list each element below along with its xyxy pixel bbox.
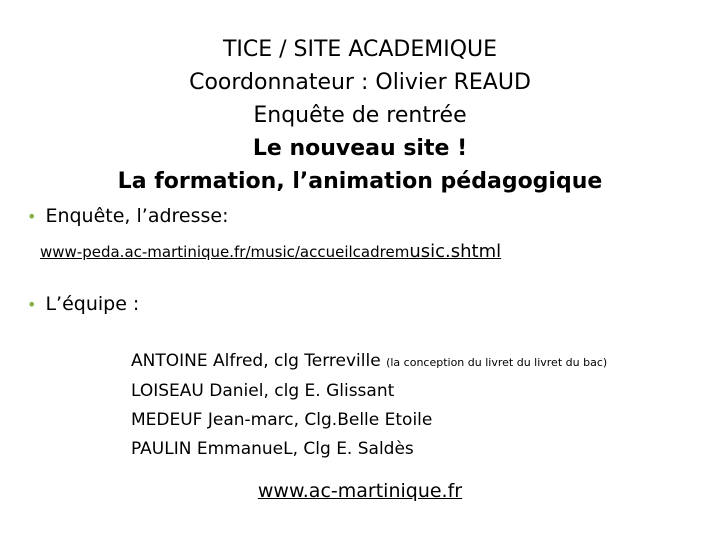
- survey-url-part1: www-peda.ac-martinique.fr/music/accueilcadrem: [40, 243, 410, 261]
- bullet-team: [27, 293, 139, 315]
- survey-url-part2: usic.shtml: [409, 241, 502, 262]
- bullet-survey: [27, 205, 229, 227]
- team-label: L’équipe :: [45, 293, 140, 315]
- survey-label: Enquête, l’adresse:: [45, 205, 229, 227]
- title-line-2: Coordonnateur : Olivier REAUD: [189, 70, 531, 95]
- team-member: [131, 347, 607, 377]
- site-link[interactable]: www.ac-martinique.fr: [257, 480, 463, 502]
- team-member: [131, 377, 607, 406]
- survey-url-link[interactable]: [40, 241, 501, 262]
- team-member-name: LOISEAU Daniel, clg E. Glissant: [131, 381, 395, 401]
- team-member-name: PAULIN EmmanueL, Clg E. Saldès: [131, 439, 414, 459]
- team-member-name: MEDEUF Jean-marc, Clg.Belle Etoile: [131, 410, 433, 430]
- team-member-name: ANTOINE Alfred, clg Terreville: [131, 351, 387, 371]
- title-line-5: La formation, l’animation pédagogique: [117, 169, 603, 194]
- team-member: [131, 435, 607, 464]
- title-line-4: Le nouveau site !: [252, 136, 468, 161]
- slide-title: [0, 33, 720, 198]
- bullet-icon: •: [27, 207, 37, 226]
- title-line-3: Enquête de rentrée: [253, 103, 467, 128]
- team-member-note: (la conception du livret du livret du bac): [386, 356, 608, 369]
- team-list: [131, 347, 607, 464]
- bullet-icon: •: [27, 295, 37, 314]
- team-member: [131, 406, 607, 435]
- title-line-1: TICE / SITE ACADEMIQUE: [222, 37, 498, 62]
